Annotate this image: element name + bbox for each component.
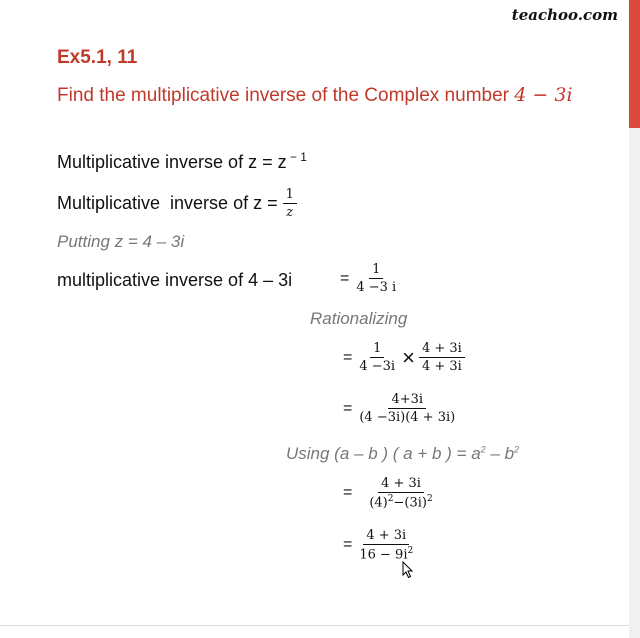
step7-den-a: 16 − 9i [359, 547, 408, 563]
step7-fraction [356, 528, 416, 562]
scrollbar-thumb[interactable] [629, 0, 640, 128]
step6-den-a: (4) [369, 495, 388, 511]
line3-num: 1 [369, 262, 383, 279]
exercise-number: Ex5.1, 11 [57, 47, 138, 68]
question-prefix: Find the multiplicative inverse of the Complex number [57, 85, 515, 106]
step4-den1: 4 −3i [359, 359, 396, 374]
rationalizing-note: Rationalizing [310, 309, 408, 328]
step6-fraction [366, 476, 435, 510]
step7-den [356, 545, 416, 562]
step5-fraction [356, 392, 458, 425]
step7-den-sup: 2 [407, 546, 414, 556]
mouse-cursor-icon [402, 561, 414, 579]
step7-equals: = [343, 536, 353, 554]
question-text [57, 84, 573, 107]
line3-den: 4 −3 i [356, 280, 397, 295]
footer-divider [0, 625, 629, 626]
step-line-1 [57, 150, 307, 173]
step-line-2 [57, 187, 297, 220]
question-math: 4 − 3i [514, 84, 573, 106]
step7-expression [343, 528, 416, 562]
step6-expression [343, 476, 436, 510]
teachoo-logo: teachoo.com [511, 6, 618, 24]
line2-num: 1 [283, 187, 297, 204]
line3-expression [340, 262, 399, 295]
line2-fraction [283, 187, 297, 220]
step7-num: 4 + 3i [363, 528, 409, 545]
step4-fraction-2 [419, 341, 465, 374]
step6-num: 4 + 3i [378, 476, 424, 493]
using-prefix: Using (a – b ) ( a + b ) = a [286, 444, 481, 463]
step5-equals: = [343, 399, 353, 417]
step4-fraction-1 [356, 341, 398, 374]
step4-num1: 1 [370, 341, 384, 358]
line3-equals: = [340, 269, 350, 287]
step6-den-sup2: 2 [426, 494, 433, 504]
step6-equals: = [343, 484, 353, 502]
multiply-sign: × [402, 344, 415, 370]
identity-note [286, 444, 519, 464]
line2-text: Multiplicative inverse of z = [57, 193, 283, 213]
step4-den2: 4 + 3i [421, 359, 462, 374]
using-sup2: 2 [514, 444, 520, 455]
step6-den-b: −(3i) [393, 495, 427, 511]
using-mid: – b [485, 444, 515, 463]
step4-equals: = [343, 348, 353, 366]
step5-num: 4+3i [388, 392, 426, 409]
step6-den-sup1: 2 [387, 494, 394, 504]
step4-num2: 4 + 3i [419, 341, 465, 358]
putting-note: Putting z = 4 – 3i [57, 232, 185, 251]
step5-den: (4 −3i)(4 + 3i) [359, 410, 456, 425]
line2-den: z [286, 205, 294, 220]
vertical-scrollbar[interactable] [629, 0, 640, 638]
line3-text: multiplicative inverse of 4 – 3i [57, 270, 293, 290]
step4-expression [343, 341, 465, 374]
line1-text: Multiplicative inverse of z = z [57, 152, 287, 172]
line3-fraction [353, 262, 399, 295]
step6-den [366, 493, 435, 510]
step5-expression [343, 392, 458, 425]
using-sup1: 2 [480, 444, 486, 455]
line1-exponent: − 1 [286, 150, 307, 164]
